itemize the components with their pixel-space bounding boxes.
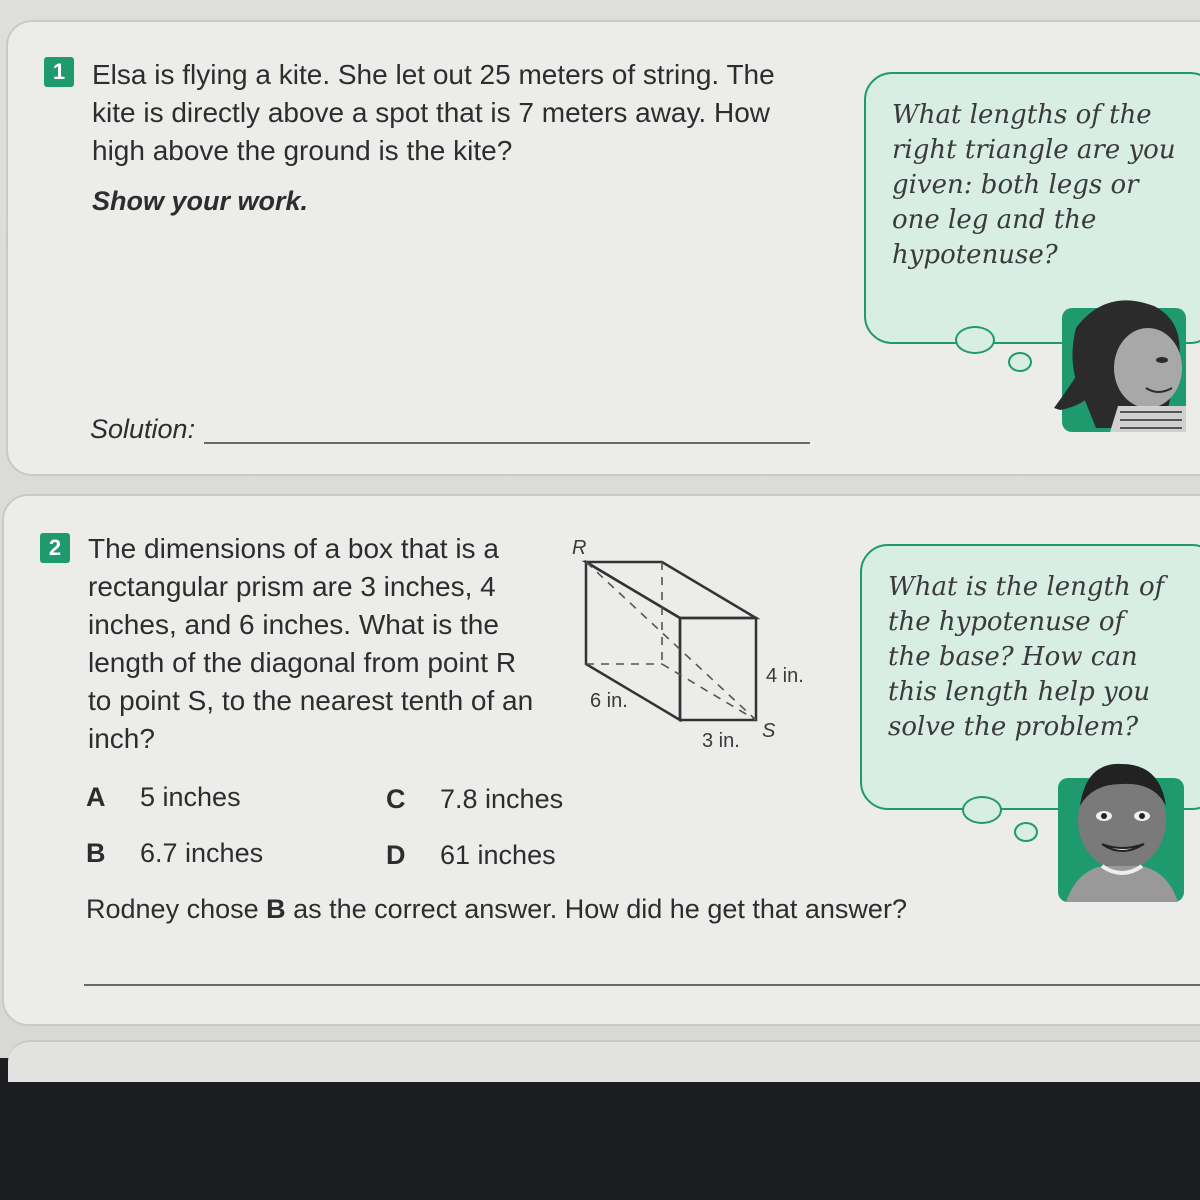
girl-avatar — [1036, 288, 1200, 432]
choice-a[interactable] — [86, 782, 241, 813]
choice-b[interactable] — [86, 838, 263, 869]
followup-post: as the correct answer. How did he get that answer? — [285, 894, 907, 924]
thought-cloud-large — [955, 326, 995, 354]
choice-b-text: 6.7 inches — [140, 838, 264, 868]
choice-d[interactable] — [386, 840, 556, 871]
problem-1-text: Elsa is flying a kite. She let out 25 meters of string. The kite is directly above a spot that is 7 meters away. How high above the ground is the kite? — [92, 59, 775, 166]
prism-top-face — [586, 562, 756, 618]
length-label: 6 in. — [590, 690, 628, 712]
point-r-label: R — [572, 537, 587, 559]
hint-bubble-1-text: What lengths of the right triangle are you given: both legs or one leg and the hypotenuse? — [892, 100, 1176, 270]
followup-question — [86, 894, 907, 925]
hint-bubble-2-text: What is the length of the hypotenuse of the base? How can this length help you solve the problem? — [888, 572, 1165, 742]
eye — [1156, 357, 1168, 363]
followup-answer-line[interactable] — [84, 984, 1200, 986]
solution-answer-line[interactable] — [204, 442, 810, 444]
problem-1-number: 1 — [44, 57, 74, 87]
hidden-edge-bottom — [662, 664, 756, 720]
point-s-label: S — [762, 720, 776, 742]
boy-avatar — [1056, 756, 1186, 902]
choice-c-text: 7.8 inches — [440, 784, 564, 814]
choice-a-text: 5 inches — [140, 782, 241, 812]
prism-side-face — [680, 618, 756, 720]
height-label: 4 in. — [766, 665, 804, 687]
right-pupil — [1139, 813, 1145, 819]
choice-d-letter: D — [386, 840, 406, 870]
choice-c[interactable] — [386, 784, 563, 815]
show-work-instruction: Show your work. — [92, 186, 309, 216]
thought-cloud-small-2 — [1014, 822, 1038, 842]
solution-label: Solution: — [90, 414, 196, 444]
next-problem-card-edge — [8, 1040, 1200, 1082]
left-pupil — [1101, 813, 1107, 819]
width-label: 3 in. — [702, 730, 740, 752]
choice-b-letter: B — [86, 838, 106, 868]
thought-cloud-small — [1008, 352, 1032, 372]
choice-a-letter: A — [86, 782, 106, 812]
choice-d-text: 61 inches — [440, 840, 556, 870]
problem-2-text: The dimensions of a box that is a rectangular prism are 3 inches, 4 inches, and 6 inches. What is the length of the diagonal from point R to point S, to the nearest tenth of an inch? — [88, 533, 534, 754]
thought-cloud-large-2 — [962, 796, 1002, 824]
problem-2-number: 2 — [40, 533, 70, 563]
followup-bold: B — [266, 894, 286, 924]
rectangular-prism-diagram — [560, 530, 800, 750]
face — [1114, 328, 1182, 408]
followup-pre: Rodney chose — [86, 894, 267, 924]
choice-c-letter: C — [386, 784, 406, 814]
